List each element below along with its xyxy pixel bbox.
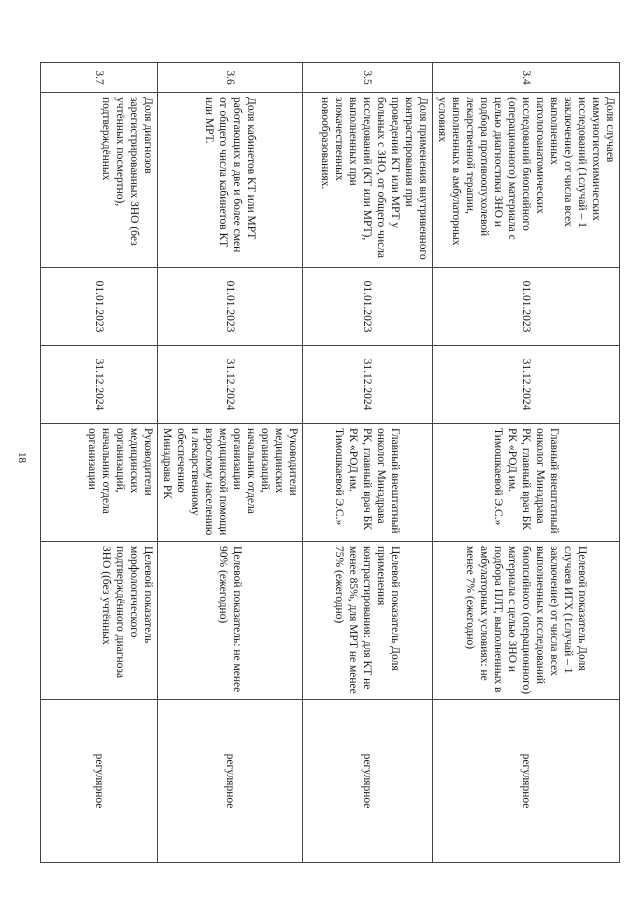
start-date: 01.01.2023 [157,268,302,346]
row-number: 3.7 [40,63,157,93]
end-date: 31.12.2024 [432,346,619,424]
start-date: 01.01.2023 [432,268,619,346]
row-number: 3.5 [302,63,432,93]
frequency: регулярное [40,700,157,863]
table-row [302,63,432,863]
indicator: Целевой показатель Доля случаев ИГХ (1случай – 1 заключение) от числа всех выполненных исследований биопсийного (операционного) материала с целью ЗНО и подбора ПЛТ, выполненных в амбулаторных условиях: не менее 7% (ежегодно) [432,542,619,700]
measure-name: Доля применения внутривенного контрастирования при проведении КТ или МРТ у больных с ЗНО, от общего числа исследований (КТ или МРТ), выполненных при злокачественных новообразованиях. [302,93,432,268]
page-number: 18 [16,452,28,463]
responsible: Главный внештатный онколог Минздрава РК, главный врач БК РК «РОД им. Тимошкаевой Э.С.» [302,424,432,542]
responsible: Руководители медицинских организаций, начальник отдела организации [40,424,157,542]
table-row [157,63,302,863]
end-date: 31.12.2024 [40,346,157,424]
start-date: 01.01.2023 [302,268,432,346]
end-date: 31.12.2024 [302,346,432,424]
measure-name: Доля случаев иммуногистохимических исследований (1случай – 1 заключение) от числа всех выполненных патологоанатомических исследований биопсийного (операционного) материала с целью диагностики ЗНО и подбора противоопухолевой лекарственной терапии, выполненных в амбулаторных условиях [432,93,619,268]
indicator: Целевой показатель: не менее 90% (ежегодно) [157,542,302,700]
measure-name: Доля кабинетов КТ или МРТ работающих в две и более смен от общего числа кабинетов КТ или МРТ. [157,93,302,268]
measure-name: Доля диагнозов зарегистрированных ЗНО (без учтённых посмертно), подтверждённых [40,93,157,268]
table-row [40,63,157,863]
responsible: Главный внештатный онколог Минздрава РК, главный врач БК РК «РОД им. Тимошкаевой Э.С.» [432,424,619,542]
frequency: регулярное [432,700,619,863]
end-date: 31.12.2024 [157,346,302,424]
plan-table [40,62,620,863]
row-number: 3.6 [157,63,302,93]
frequency: регулярное [157,700,302,863]
row-number: 3.4 [432,63,619,93]
indicator: Целевой показатель морфологического подтверждённого диагноза ЗНО ((без учтённых [40,542,157,700]
frequency: регулярное [302,700,432,863]
start-date: 01.01.2023 [40,268,157,346]
indicator: Целевой показатель Доля применения контрастирования: для КТ не менее 85%, для МРТ не менее 75% (ежегодно) [302,542,432,700]
table-row [432,63,619,863]
rotated-page [65,62,620,862]
responsible: Руководители медицинских организаций, начальник отдела организации медицинской помощи взрослому населению и лекарственному обеспечению Минздрава РК [157,424,302,542]
